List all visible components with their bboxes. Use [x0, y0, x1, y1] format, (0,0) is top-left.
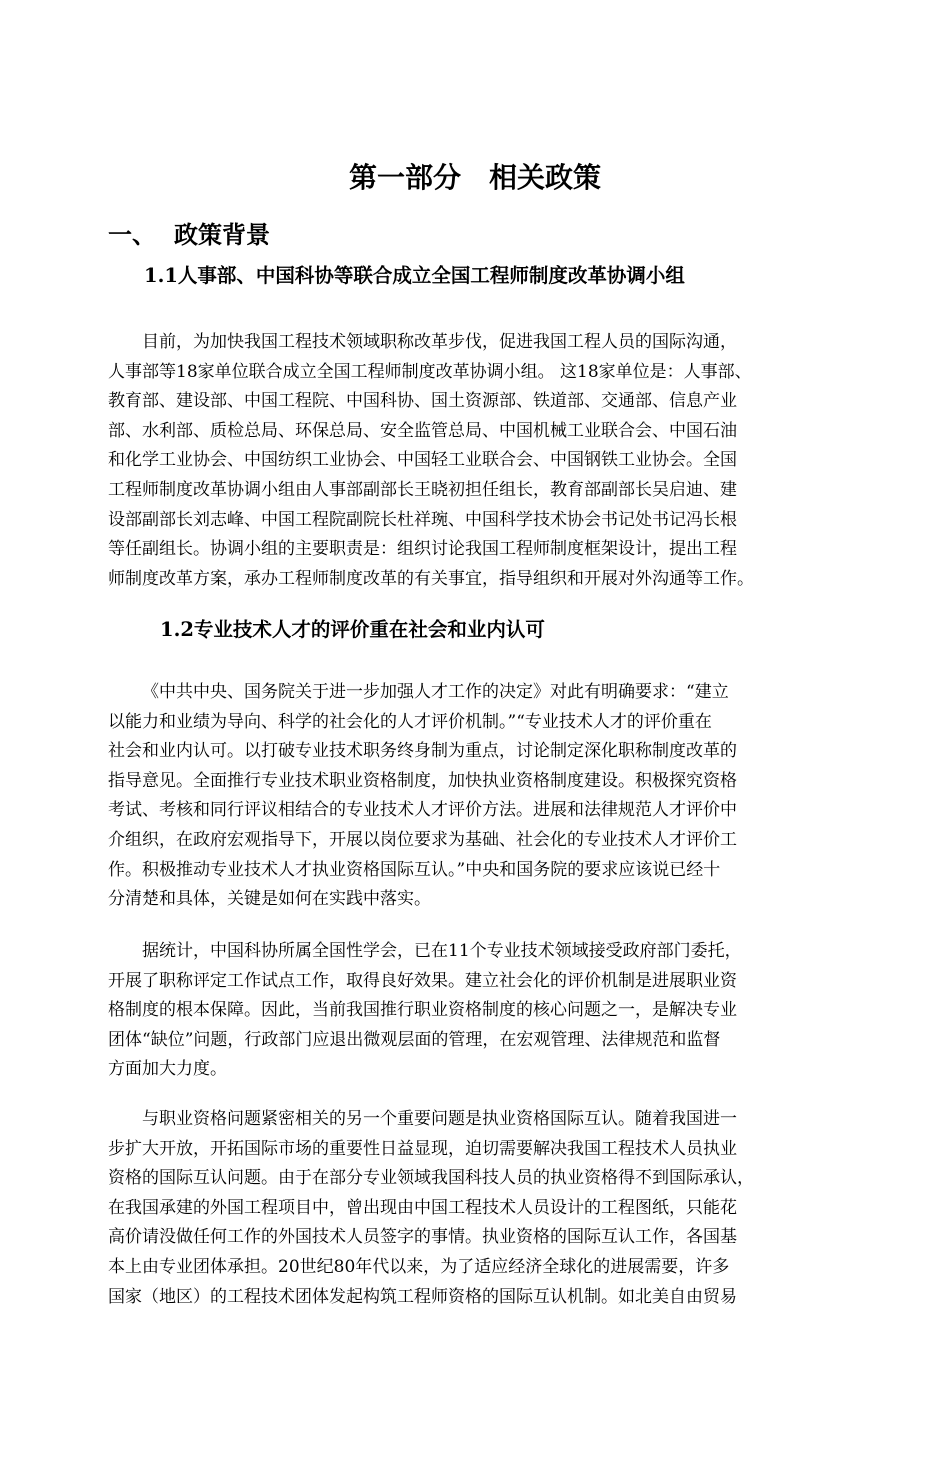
subsection-heading-1-2: 1.2专业技术人才的评价重在社会和业内认可 [160, 618, 545, 641]
paragraph-line: 目前，为加快我国工程技术领域职称改革步伐，促进我国工程人员的国际沟通， [142, 332, 737, 352]
paragraph-line: 开展了职称评定工作试点工作，取得良好效果。建立社会化的评价机制是进展职业资 [108, 970, 737, 991]
paragraph-line: 格制度的根本保障。因此，当前我国推行职业资格制度的核心问题之一，是解决专业 [108, 1000, 737, 1021]
paragraph-line: 人事部等18家单位联合成立全国工程师制度改革协调小组。 这18家单位是：人事部、 [108, 361, 752, 382]
subsection-heading-1-1: 1.1人事部、中国科协等联合成立全国工程师制度改革协调小组 [144, 264, 685, 287]
paragraph-line: 团体“缺位”问题，行政部门应退出微观层面的管理，在宏观管理、法律规范和监督 [108, 1029, 721, 1050]
paragraph-line: 等任副组长。协调小组的主要职责是：组织讨论我国工程师制度框架设计，提出工程 [108, 539, 737, 560]
page-title: 第一部分 相关政策 [348, 161, 601, 194]
paragraph-line: 以能力和业绩为导向、科学的社会化的人才评价机制。”“专业技术人才的评价重在 [108, 711, 712, 732]
paragraph-line: 设部副部长刘志峰、中国工程院副院长杜祥琬、中国科学技术协会书记处书记冯长根 [108, 509, 737, 530]
paragraph-line: 部、水利部、质检总局、环保总局、安全监管总局、中国机械工业联合会、中国石油 [108, 420, 737, 441]
paragraph-line: 社会和业内认可。以打破专业技术职务终身制为重点，讨论制定深化职称制度改革的 [108, 741, 737, 762]
paragraph-line: 步扩大开放，开拓国际市场的重要性日益显现，迫切需要解决我国工程技术人员执业 [108, 1138, 737, 1159]
paragraph-line: 指导意见。全面推行专业技术职业资格制度，加快执业资格制度建设。积极探究资格 [108, 770, 737, 791]
paragraph-line: 在我国承建的外国工程项目中，曾出现由中国工程技术人员设计的工程图纸，只能花 [108, 1197, 737, 1218]
paragraph-line: 据统计，中国科协所属全国性学会，已在11个专业技术领域接受政府部门委托， [142, 941, 742, 961]
paragraph-line: 高价请没做任何工作的外国技术人员签字的事情。执业资格的国际互认工作，各国基 [108, 1227, 737, 1248]
paragraph-line: 国家（地区）的工程技术团体发起构筑工程师资格的国际互认机制。如北美自由贸易 [108, 1286, 737, 1307]
paragraph-line: 教育部、建设部、中国工程院、中国科协、国土资源部、铁道部、交通部、信息产业 [108, 391, 737, 412]
section-number: 一、 [108, 221, 156, 249]
paragraph-2 [108, 678, 848, 915]
paragraph-line: 师制度改革方案，承办工程师制度改革的有关事宜，指导组织和开展对外沟通等工作。 [108, 568, 754, 589]
paragraph-line: 与职业资格问题紧密相关的另一个重要问题是执业资格国际互认。随着我国进一 [142, 1109, 737, 1129]
paragraph-line: 考试、考核和同行评议相结合的专业技术人才评价方法。进展和法律规范人才评价中 [108, 800, 737, 821]
paragraph-line: 分清楚和具体，关键是如何在实践中落实。 [108, 889, 431, 910]
paragraph-4 [108, 1105, 848, 1312]
section-title: 政策背景 [174, 221, 270, 249]
paragraph-1 [108, 328, 848, 594]
paragraph-line: 和化学工业协会、中国纺织工业协会、中国轻工业联合会、中国钢铁工业协会。全国 [108, 450, 737, 471]
section-heading [108, 218, 270, 252]
paragraph-line: 作。积极推动专业技术人才执业资格国际互认。”中央和国务院的要求应该说已经十 [108, 859, 721, 880]
paragraph-line: 资格的国际互认问题。由于在部分专业领域我国科技人员的执业资格得不到国际承认， [108, 1168, 754, 1189]
paragraph-line: 工程师制度改革协调小组由人事部副部长王晓初担任组长，教育部副部长吴启迪、建 [108, 479, 737, 500]
paragraph-3 [108, 937, 848, 1085]
paragraph-line: 方面加大力度。 [108, 1059, 227, 1080]
paragraph-line: 本上由专业团体承担。20世纪80年代以来，为了适应经济全球化的进展需要，许多 [108, 1256, 730, 1277]
paragraph-line: 《中共中央、国务院关于进一步加强人才工作的决定》对此有明确要求：“建立 [142, 682, 729, 702]
paragraph-line: 介组织，在政府宏观指导下，开展以岗位要求为基础、社会化的专业技术人才评价工 [108, 829, 737, 850]
